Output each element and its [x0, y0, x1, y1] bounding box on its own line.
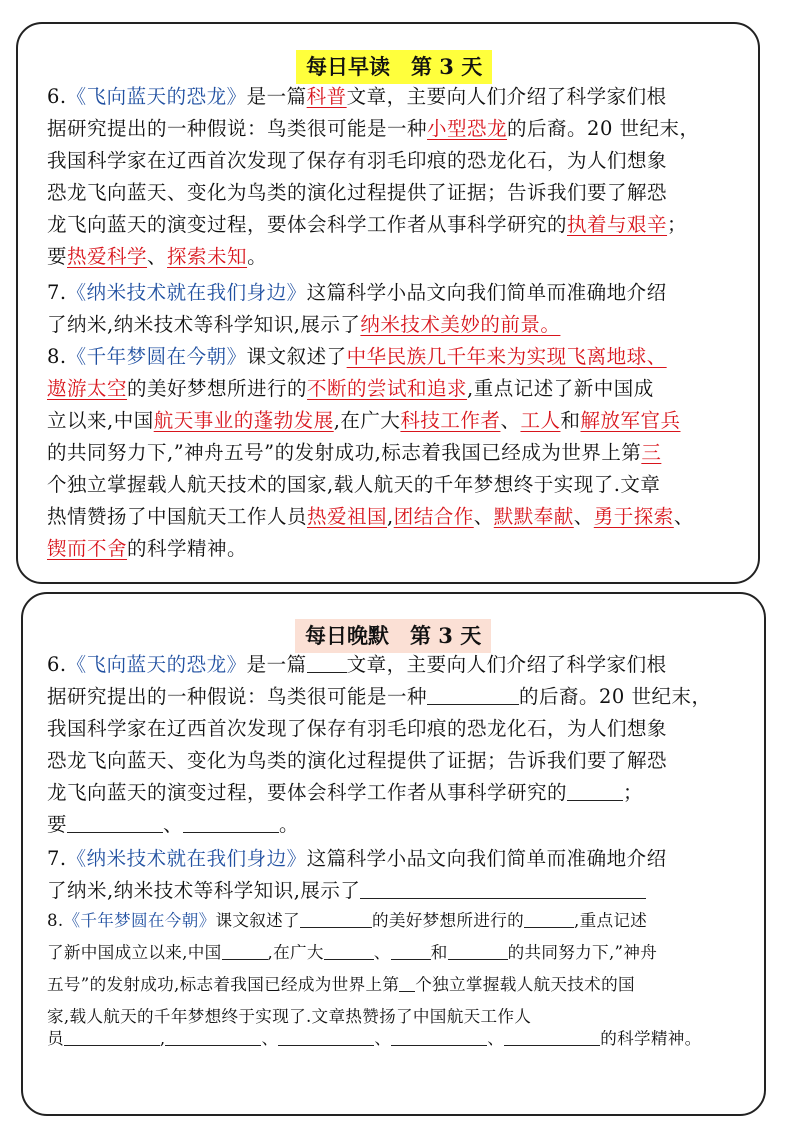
body-text: 。 [279, 813, 300, 836]
body-text: 我国科学家在辽西首次发现了保存有羽毛印痕的恐龙化石，为人们想象 [47, 149, 668, 172]
answer-text: 探索未知 [167, 245, 248, 268]
evening-text-line [47, 938, 657, 968]
evening-dictation-title: 每日晚默 第 3 天 [295, 619, 491, 653]
evening-text-line [47, 810, 299, 840]
body-text: 的后裔。20 世纪末， [507, 117, 700, 140]
fill-in-blank[interactable] [324, 939, 374, 960]
answer-text: 热爱祖国 [307, 505, 388, 528]
fill-in-blank[interactable] [278, 1025, 374, 1046]
fill-in-blank[interactable] [524, 907, 574, 928]
morning-text-line [47, 534, 247, 564]
body-text: 、 [374, 1029, 392, 1048]
fill-in-blank[interactable] [307, 652, 347, 673]
fill-in-blank[interactable] [64, 1025, 160, 1046]
body-text: 和 [430, 943, 448, 962]
morning-text-line [47, 210, 687, 240]
body-text: 是一篇 [246, 85, 307, 108]
answer-text: 热爱科学 [67, 245, 148, 268]
evening-text-line [47, 876, 646, 906]
body-text: 个独立掌握载人航天技术的国家,载人航天的千年梦想终于实现了.文章 [47, 473, 661, 496]
body-text: 的共同努力下,”神舟五号”的发射成功,标志着我国已经成为世界上第 [47, 441, 642, 464]
body-text: ,重点记述了新中国成 [467, 377, 654, 400]
body-text: 个独立掌握载人航天技术的国 [415, 975, 635, 994]
body-text: 、 [487, 1029, 505, 1048]
body-text: 的美好梦想所进行的 [371, 911, 524, 930]
morning-text-line [47, 242, 267, 272]
answer-text: 三 [641, 441, 662, 464]
morning-text-line [47, 342, 667, 372]
evening-text-line [47, 906, 647, 936]
body-text: 、 [163, 813, 184, 836]
body-text: 6. [47, 85, 67, 108]
morning-text-line [47, 146, 667, 176]
body-text: 这篇科学小品文向我们简单而准确地介绍 [306, 847, 667, 870]
body-text: 恐龙飞向蓝天、变化为鸟类的演化过程提供了证据；告诉我们要了解恐 [47, 181, 668, 204]
body-text: ； [623, 781, 644, 804]
body-text: 立以来,中国 [47, 409, 154, 432]
body-text: 8. [47, 911, 64, 930]
fill-in-blank[interactable] [300, 907, 372, 928]
body-text: 了纳米,纳米技术等科学知识,展示了 [47, 313, 361, 336]
body-text: 这篇科学小品文向我们简单而准确地介绍 [306, 281, 667, 304]
evening-text-line [47, 714, 667, 744]
body-text: 了纳米,纳米技术等科学知识,展示了 [47, 879, 361, 902]
morning-reading-title: 每日早读 第 3 天 [296, 50, 492, 84]
morning-text-line [47, 406, 681, 436]
body-text: 据研究提出的一种假说：鸟类很可能是一种 [47, 117, 428, 140]
morning-text-line [47, 310, 560, 340]
fill-in-blank[interactable] [399, 971, 415, 992]
body-text: 、 [500, 409, 521, 432]
body-text: 龙飞向蓝天的演变过程，要体会科学工作者从事科学研究的 [47, 781, 568, 804]
body-text: , [387, 505, 394, 528]
evening-text-line [47, 970, 635, 1000]
body-text: 的共同努力下,”神舟 [507, 943, 658, 962]
answer-text: 勇于探索 [593, 505, 674, 528]
body-text: 据研究提出的一种假说：鸟类很可能是一种 [47, 685, 428, 708]
book-title-text: 《千年梦圆在今朝》 [66, 345, 247, 368]
body-text: 7. [47, 847, 67, 870]
body-text: 、 [261, 1029, 279, 1048]
morning-text-line [47, 470, 660, 500]
book-title-text: 《飞向蓝天的恐龙》 [66, 85, 247, 108]
body-text: 要 [47, 245, 68, 268]
answer-text: 工人 [520, 409, 561, 432]
fill-in-blank[interactable] [567, 780, 623, 801]
fill-in-blank[interactable] [448, 939, 508, 960]
body-text: 是一篇 [246, 653, 307, 676]
evening-text-line [47, 1024, 702, 1054]
body-text: 、 [373, 943, 391, 962]
body-text: 、 [673, 505, 694, 528]
body-text: 和 [560, 409, 581, 432]
body-text: 我国科学家在辽西首次发现了保存有羽毛印痕的恐龙化石，为人们想象 [47, 717, 668, 740]
answer-text: 科技工作者 [400, 409, 501, 432]
morning-text-line [47, 374, 654, 404]
body-text: 课文叙述了 [246, 345, 347, 368]
book-title-text: 《千年梦圆在今朝》 [63, 911, 216, 930]
body-text: 了新中国成立以来,中国 [47, 943, 222, 962]
answer-text: 小型恐龙 [427, 117, 508, 140]
morning-text-line [47, 82, 667, 112]
body-text: 的科学精神。 [600, 1029, 702, 1048]
answer-text: 不断的尝试和追求 [307, 377, 468, 400]
fill-in-blank[interactable] [427, 684, 519, 705]
body-text: 6. [47, 653, 67, 676]
fill-in-blank[interactable] [391, 1025, 487, 1046]
morning-text-line [47, 438, 661, 468]
body-text: 的美好梦想所进行的 [127, 377, 308, 400]
book-title-text: 《飞向蓝天的恐龙》 [66, 653, 247, 676]
answer-text: 团结合作 [393, 505, 474, 528]
answer-text: 执着与艰辛 [567, 213, 668, 236]
body-text: 7. [47, 281, 67, 304]
body-text: 龙飞向蓝天的演变过程，要体会科学工作者从事科学研究的 [47, 213, 568, 236]
fill-in-blank[interactable] [391, 939, 431, 960]
body-text: 要 [47, 813, 68, 836]
body-text: 课文叙述了 [215, 911, 300, 930]
answer-text: 科普 [306, 85, 347, 108]
body-text: 、 [573, 505, 594, 528]
body-text: 文章，主要向人们介绍了科学家们根 [346, 85, 667, 108]
body-text: 文章，主要向人们介绍了科学家们根 [346, 653, 667, 676]
answer-text: 遨游太空 [47, 377, 128, 400]
body-text: 家,载人航天的千年梦想终于实现了.文章热赞扬了中国航天工作人 [47, 1007, 532, 1026]
fill-in-blank[interactable] [222, 939, 268, 960]
evening-text-line [47, 778, 643, 808]
answer-text: 纳米技术美妙的前景。 [360, 313, 561, 336]
morning-text-line [47, 278, 667, 308]
evening-text-line [47, 746, 667, 776]
fill-in-blank[interactable] [165, 1025, 261, 1046]
fill-in-blank[interactable] [504, 1025, 600, 1046]
body-text: 。 [247, 245, 268, 268]
morning-text-line [47, 502, 694, 532]
book-title-text: 《纳米技术就在我们身边》 [66, 847, 307, 870]
body-text: 五号”的发射成功,标志着我国已经成为世界上第 [47, 975, 400, 994]
body-text: 、 [147, 245, 168, 268]
evening-text-line [47, 682, 712, 712]
evening-text-line [47, 650, 667, 680]
answer-text: 解放军官兵 [580, 409, 681, 432]
body-text: , [159, 1029, 166, 1048]
body-text: 的后裔。20 世纪末， [519, 685, 712, 708]
body-text: ,重点记述 [574, 911, 648, 930]
body-text: ,在广大 [267, 943, 324, 962]
morning-text-line [47, 178, 667, 208]
answer-text: 锲而不舍 [47, 537, 128, 560]
body-text: 热情赞扬了中国航天工作人员 [47, 505, 308, 528]
answer-text: 中华民族几千年来为实现飞离地球、 [346, 345, 667, 368]
body-text: ； [667, 213, 688, 236]
answer-text: 航天事业的蓬勃发展 [153, 409, 334, 432]
morning-text-line [47, 114, 700, 144]
body-text: 员 [47, 1029, 64, 1048]
body-text: 恐龙飞向蓝天、变化为鸟类的演化过程提供了证据；告诉我们要了解恐 [47, 749, 668, 772]
body-text: 、 [473, 505, 494, 528]
body-text: 8. [47, 345, 67, 368]
body-text: 的科学精神。 [127, 537, 248, 560]
fill-in-blank[interactable] [360, 878, 646, 899]
body-text: ,在广大 [333, 409, 401, 432]
fill-in-blank[interactable] [67, 812, 163, 833]
fill-in-blank[interactable] [183, 812, 279, 833]
book-title-text: 《纳米技术就在我们身边》 [66, 281, 307, 304]
evening-text-line [47, 844, 667, 874]
answer-text: 默默奉献 [493, 505, 574, 528]
